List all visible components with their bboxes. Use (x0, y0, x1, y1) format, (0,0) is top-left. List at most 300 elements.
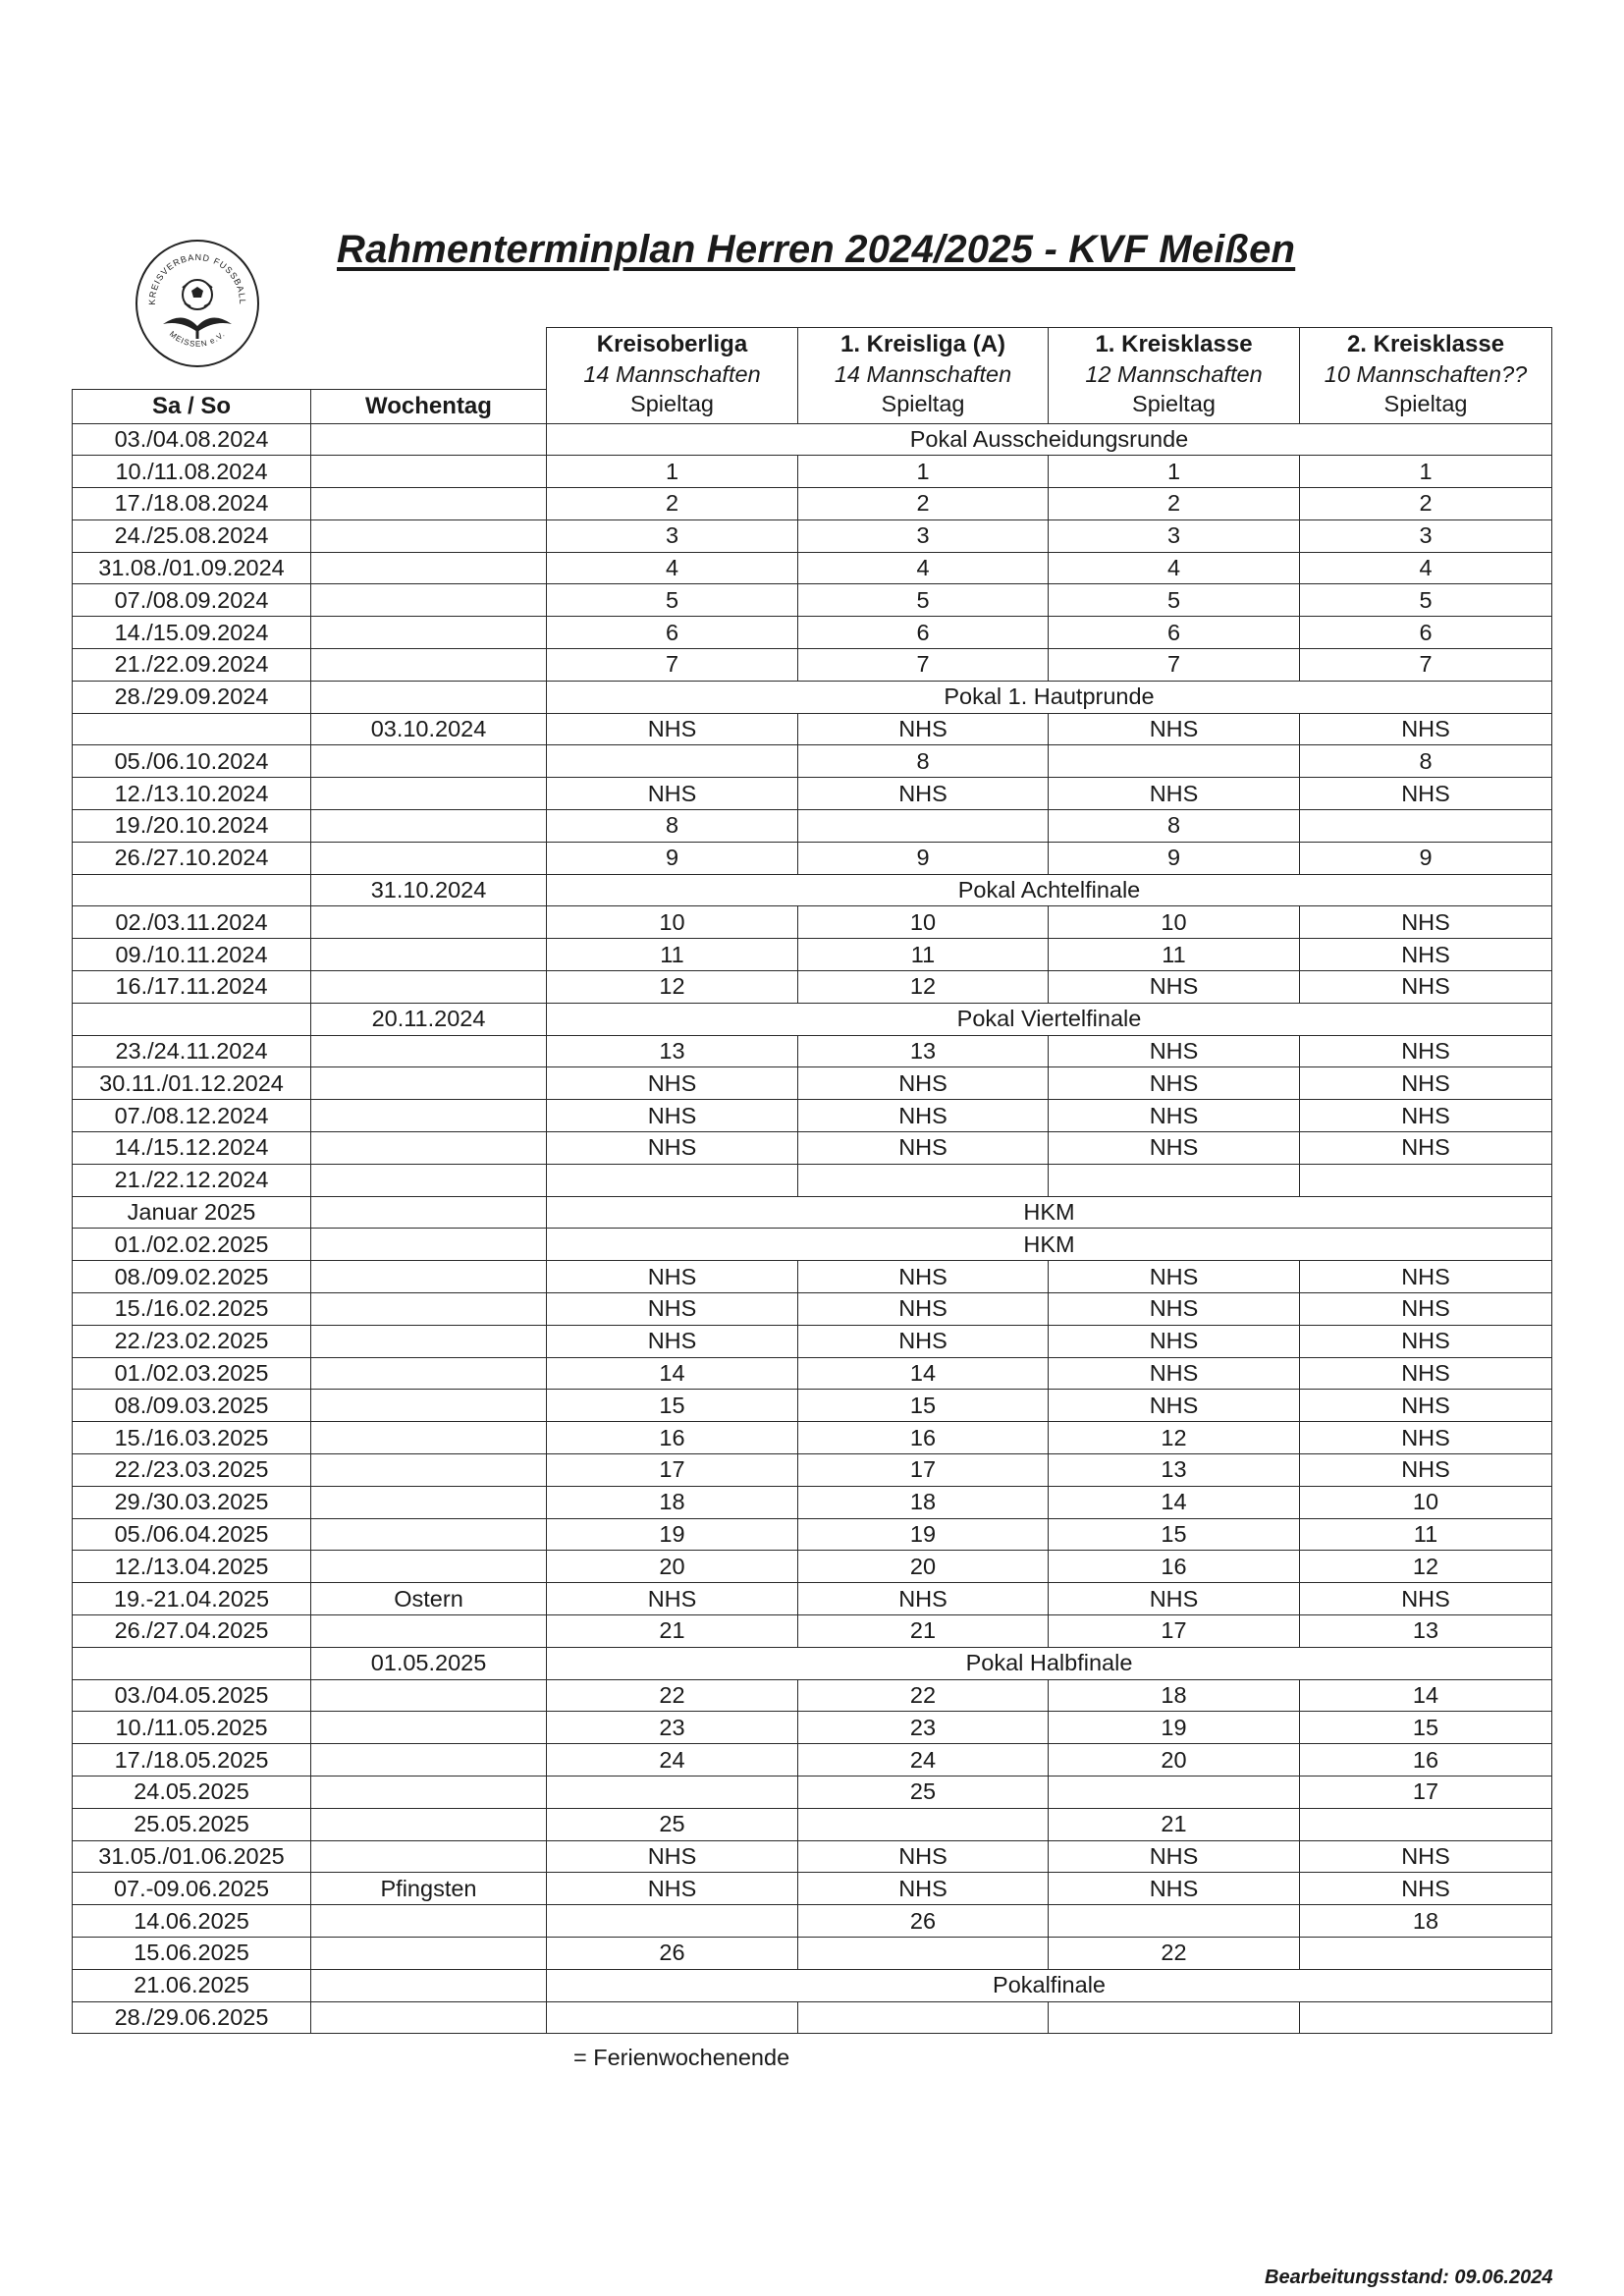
league-header-row (73, 328, 1552, 390)
row-league-3-cell: 3 (1049, 519, 1300, 552)
row-weekday (311, 1776, 547, 1808)
row-weekday (311, 745, 547, 778)
row-span-event: Pokal Halbfinale (547, 1647, 1552, 1679)
schedule-row (73, 1003, 1552, 1035)
row-date: 15./16.02.2025 (73, 1293, 311, 1326)
row-date: 05./06.04.2025 (73, 1518, 311, 1551)
schedule-row (73, 1196, 1552, 1229)
schedule-row (73, 1035, 1552, 1067)
row-league-2-cell: NHS (798, 1873, 1049, 1905)
row-league-2-cell: NHS (798, 1132, 1049, 1165)
row-league-4-cell: 10 (1300, 1486, 1552, 1518)
row-league-3-cell: 4 (1049, 552, 1300, 584)
row-league-4-cell: NHS (1300, 971, 1552, 1004)
row-league-3-cell: NHS (1049, 1293, 1300, 1326)
row-league-3-cell: 18 (1049, 1679, 1300, 1712)
row-weekday (311, 681, 547, 713)
row-date: 24.05.2025 (73, 1776, 311, 1808)
row-league-1-cell: NHS (547, 713, 798, 745)
row-league-3-cell (1049, 2001, 1300, 2034)
row-date: 07./08.09.2024 (73, 584, 311, 617)
row-league-4-cell: 15 (1300, 1712, 1552, 1744)
row-league-2-cell: 8 (798, 745, 1049, 778)
row-weekday (311, 1196, 547, 1229)
schedule-row (73, 1164, 1552, 1196)
row-league-2-cell: 5 (798, 584, 1049, 617)
row-weekday (311, 1261, 547, 1293)
row-league-1-cell: 18 (547, 1486, 798, 1518)
row-weekday (311, 1712, 547, 1744)
schedule-row (73, 1647, 1552, 1679)
row-league-3-cell: 13 (1049, 1454, 1300, 1487)
header-date: Sa / So (73, 389, 311, 423)
row-league-4-cell: NHS (1300, 1357, 1552, 1390)
row-league-4-cell: 6 (1300, 617, 1552, 649)
row-league-3-cell: 14 (1049, 1486, 1300, 1518)
row-league-1-cell: NHS (547, 1261, 798, 1293)
row-league-1-cell: 14 (547, 1357, 798, 1390)
row-weekday (311, 906, 547, 939)
row-league-2-cell: NHS (798, 1067, 1049, 1100)
row-league-1-cell: NHS (547, 1293, 798, 1326)
row-league-2-cell: 16 (798, 1422, 1049, 1454)
row-weekday (311, 1325, 547, 1357)
row-league-2-cell: 12 (798, 971, 1049, 1004)
row-league-2-cell: 10 (798, 906, 1049, 939)
row-date: 01./02.03.2025 (73, 1357, 311, 1390)
row-date: 15.06.2025 (73, 1937, 311, 1969)
row-league-4-cell: 18 (1300, 1905, 1552, 1938)
row-date: 14./15.12.2024 (73, 1132, 311, 1165)
schedule-row (73, 1229, 1552, 1261)
schedule-row (73, 423, 1552, 456)
row-date: 03./04.08.2024 (73, 423, 311, 456)
row-league-4-cell: 16 (1300, 1744, 1552, 1777)
schedule-row (73, 1937, 1552, 1969)
row-date: 08./09.02.2025 (73, 1261, 311, 1293)
schedule-row (73, 1551, 1552, 1583)
league-teams: 10 Mannschaften?? (1324, 361, 1528, 387)
row-weekday (311, 1744, 547, 1777)
schedule-row (73, 745, 1552, 778)
row-league-3-cell (1049, 1905, 1300, 1938)
row-league-4-cell: NHS (1300, 1132, 1552, 1165)
row-league-3-cell: 1 (1049, 456, 1300, 488)
row-date: 26./27.04.2025 (73, 1614, 311, 1647)
schedule-row (73, 874, 1552, 906)
row-weekday: 03.10.2024 (311, 713, 547, 745)
row-league-4-cell (1300, 1937, 1552, 1969)
row-league-3-cell: 8 (1049, 810, 1300, 843)
row-league-3-cell: 17 (1049, 1614, 1300, 1647)
schedule-row (73, 1132, 1552, 1165)
schedule-row (73, 778, 1552, 810)
league-name: 2. Kreisklasse (1346, 331, 1505, 357)
row-league-1-cell: 8 (547, 810, 798, 843)
row-league-1-cell: NHS (547, 1100, 798, 1132)
row-span-event: Pokal 1. Hautprunde (547, 681, 1552, 713)
row-league-1-cell: 7 (547, 649, 798, 682)
schedule-row (73, 1293, 1552, 1326)
row-date: 21./22.12.2024 (73, 1164, 311, 1196)
row-date: 29./30.03.2025 (73, 1486, 311, 1518)
row-date: 08./09.03.2025 (73, 1390, 311, 1422)
row-league-1-cell (547, 2001, 798, 2034)
row-league-2-cell: 26 (798, 1905, 1049, 1938)
row-league-1-cell: 10 (547, 906, 798, 939)
row-league-2-cell: 9 (798, 842, 1049, 874)
row-weekday (311, 1357, 547, 1390)
schedule-row (73, 1357, 1552, 1390)
row-league-4-cell: 12 (1300, 1551, 1552, 1583)
row-league-1-cell: 6 (547, 617, 798, 649)
row-weekday: 20.11.2024 (311, 1003, 547, 1035)
header-league-3 (1049, 328, 1300, 424)
schedule-row (73, 488, 1552, 520)
row-weekday (311, 1422, 547, 1454)
row-league-4-cell (1300, 1164, 1552, 1196)
row-date: 21.06.2025 (73, 1969, 311, 2001)
row-league-2-cell: NHS (798, 1583, 1049, 1615)
logo-ring-top-text: KREISVERBAND FUSSBALL (146, 251, 248, 305)
row-league-2-cell: 15 (798, 1390, 1049, 1422)
row-weekday (311, 1390, 547, 1422)
schedule-row (73, 1808, 1552, 1840)
row-league-2-cell (798, 1808, 1049, 1840)
row-league-2-cell: 14 (798, 1357, 1049, 1390)
row-league-2-cell: 11 (798, 939, 1049, 971)
row-date: 02./03.11.2024 (73, 906, 311, 939)
row-weekday (311, 456, 547, 488)
league-name: 1. Kreisklasse (1095, 331, 1253, 357)
row-league-2-cell: 17 (798, 1454, 1049, 1487)
row-league-3-cell: NHS (1049, 1583, 1300, 1615)
page-title: Rahmenterminplan Herren 2024/2025 - KVF Meißen (337, 228, 1296, 271)
row-league-1-cell: NHS (547, 1067, 798, 1100)
row-league-1-cell: 19 (547, 1518, 798, 1551)
row-league-2-cell: 4 (798, 552, 1049, 584)
row-league-1-cell: 2 (547, 488, 798, 520)
row-league-1-cell: 25 (547, 1808, 798, 1840)
row-date: 31.08./01.09.2024 (73, 552, 311, 584)
row-league-4-cell: NHS (1300, 1422, 1552, 1454)
schedule-row (73, 1969, 1552, 2001)
row-weekday (311, 488, 547, 520)
row-weekday (311, 1614, 547, 1647)
row-league-3-cell: 10 (1049, 906, 1300, 939)
row-date: 03./04.05.2025 (73, 1679, 311, 1712)
row-date: 16./17.11.2024 (73, 971, 311, 1004)
row-league-2-cell: 22 (798, 1679, 1049, 1712)
row-league-2-cell (798, 1164, 1049, 1196)
row-league-1-cell: 5 (547, 584, 798, 617)
row-date: 28./29.06.2025 (73, 2001, 311, 2034)
row-date: 21./22.09.2024 (73, 649, 311, 682)
row-date: 17./18.05.2025 (73, 1744, 311, 1777)
schedule-row (73, 1744, 1552, 1777)
row-league-2-cell: 1 (798, 456, 1049, 488)
row-league-4-cell: NHS (1300, 1873, 1552, 1905)
row-league-4-cell: 13 (1300, 1614, 1552, 1647)
league-name: Kreisoberliga (596, 331, 748, 357)
row-league-3-cell: 7 (1049, 649, 1300, 682)
row-league-1-cell: 11 (547, 939, 798, 971)
schedule-row (73, 1873, 1552, 1905)
row-date: 10./11.05.2025 (73, 1712, 311, 1744)
row-league-1-cell: 15 (547, 1390, 798, 1422)
row-weekday (311, 552, 547, 584)
row-date: Januar 2025 (73, 1196, 311, 1229)
schedule-row (73, 519, 1552, 552)
schedule-row (73, 1325, 1552, 1357)
row-date: 22./23.02.2025 (73, 1325, 311, 1357)
row-league-4-cell (1300, 1808, 1552, 1840)
row-league-3-cell: NHS (1049, 1840, 1300, 1873)
row-league-4-cell: NHS (1300, 1325, 1552, 1357)
row-league-4-cell: 2 (1300, 488, 1552, 520)
row-league-4-cell: NHS (1300, 1840, 1552, 1873)
row-league-4-cell: NHS (1300, 1390, 1552, 1422)
row-league-1-cell: NHS (547, 1132, 798, 1165)
row-weekday (311, 649, 547, 682)
row-league-1-cell: 20 (547, 1551, 798, 1583)
row-league-1-cell: 21 (547, 1614, 798, 1647)
row-league-4-cell: NHS (1300, 1067, 1552, 1100)
row-league-2-cell: NHS (798, 1293, 1049, 1326)
row-league-2-cell: NHS (798, 1840, 1049, 1873)
schedule-table (72, 327, 1552, 2034)
row-league-3-cell: 9 (1049, 842, 1300, 874)
row-date: 12./13.10.2024 (73, 778, 311, 810)
row-date: 07.-09.06.2025 (73, 1873, 311, 1905)
row-league-4-cell: NHS (1300, 1035, 1552, 1067)
schedule-row (73, 1776, 1552, 1808)
row-date (73, 1003, 311, 1035)
row-league-4-cell: 7 (1300, 649, 1552, 682)
row-weekday: Pfingsten (311, 1873, 547, 1905)
row-league-3-cell (1049, 1164, 1300, 1196)
row-weekday (311, 1808, 547, 1840)
row-league-4-cell: 17 (1300, 1776, 1552, 1808)
row-league-3-cell: NHS (1049, 1261, 1300, 1293)
league-teams: 14 Mannschaften (834, 361, 1012, 387)
league-spieltag: Spieltag (630, 391, 714, 416)
row-weekday: Ostern (311, 1583, 547, 1615)
row-weekday (311, 2001, 547, 2034)
row-league-4-cell: 1 (1300, 456, 1552, 488)
schedule-row (73, 552, 1552, 584)
row-league-1-cell: 17 (547, 1454, 798, 1487)
row-weekday: 31.10.2024 (311, 874, 547, 906)
row-date: 22./23.03.2025 (73, 1454, 311, 1487)
row-league-4-cell: 3 (1300, 519, 1552, 552)
row-league-3-cell: 16 (1049, 1551, 1300, 1583)
row-weekday (311, 1132, 547, 1165)
row-league-2-cell (798, 2001, 1049, 2034)
row-league-1-cell: 12 (547, 971, 798, 1004)
row-league-4-cell: NHS (1300, 1261, 1552, 1293)
row-weekday (311, 842, 547, 874)
row-date: 14./15.09.2024 (73, 617, 311, 649)
row-weekday (311, 1969, 547, 2001)
row-weekday (311, 1937, 547, 1969)
row-league-4-cell: NHS (1300, 906, 1552, 939)
row-weekday (311, 778, 547, 810)
row-date: 25.05.2025 (73, 1808, 311, 1840)
row-league-3-cell: 6 (1049, 617, 1300, 649)
row-date: 19.-21.04.2025 (73, 1583, 311, 1615)
row-date (73, 713, 311, 745)
row-span-event: Pokal Viertelfinale (547, 1003, 1552, 1035)
row-weekday (311, 1293, 547, 1326)
row-league-1-cell: NHS (547, 778, 798, 810)
schedule-row (73, 1422, 1552, 1454)
row-span-event: Pokalfinale (547, 1969, 1552, 2001)
row-league-2-cell: 19 (798, 1518, 1049, 1551)
row-date: 19./20.10.2024 (73, 810, 311, 843)
row-span-event: Pokal Ausscheidungsrunde (547, 423, 1552, 456)
row-date: 10./11.08.2024 (73, 456, 311, 488)
row-league-4-cell: 5 (1300, 584, 1552, 617)
row-league-3-cell: NHS (1049, 713, 1300, 745)
row-date: 15./16.03.2025 (73, 1422, 311, 1454)
row-league-3-cell: NHS (1049, 971, 1300, 1004)
row-league-3-cell (1049, 745, 1300, 778)
row-league-1-cell (547, 1164, 798, 1196)
row-league-3-cell: NHS (1049, 1390, 1300, 1422)
row-league-3-cell: NHS (1049, 1132, 1300, 1165)
row-league-1-cell: NHS (547, 1840, 798, 1873)
row-league-3-cell: NHS (1049, 1325, 1300, 1357)
row-league-2-cell: 2 (798, 488, 1049, 520)
row-date: 01./02.02.2025 (73, 1229, 311, 1261)
row-weekday (311, 1100, 547, 1132)
row-league-3-cell: 2 (1049, 488, 1300, 520)
row-weekday (311, 1035, 547, 1067)
league-teams: 12 Mannschaften (1085, 361, 1263, 387)
row-league-3-cell: 19 (1049, 1712, 1300, 1744)
row-league-4-cell (1300, 810, 1552, 843)
row-league-1-cell: 16 (547, 1422, 798, 1454)
schedule-row (73, 971, 1552, 1004)
row-league-1-cell: NHS (547, 1583, 798, 1615)
row-league-3-cell: 15 (1049, 1518, 1300, 1551)
row-date: 09./10.11.2024 (73, 939, 311, 971)
row-date: 30.11./01.12.2024 (73, 1067, 311, 1100)
row-league-1-cell: 4 (547, 552, 798, 584)
row-league-3-cell: 11 (1049, 939, 1300, 971)
row-weekday (311, 1454, 547, 1487)
row-league-1-cell: NHS (547, 1873, 798, 1905)
row-weekday (311, 1840, 547, 1873)
schedule-row (73, 649, 1552, 682)
row-league-4-cell: NHS (1300, 778, 1552, 810)
schedule-row (73, 456, 1552, 488)
row-weekday (311, 1164, 547, 1196)
row-league-2-cell: NHS (798, 1100, 1049, 1132)
row-league-3-cell: 12 (1049, 1422, 1300, 1454)
row-weekday (311, 1518, 547, 1551)
schedule-row (73, 1518, 1552, 1551)
row-weekday: 01.05.2025 (311, 1647, 547, 1679)
row-league-1-cell (547, 1776, 798, 1808)
schedule-row (73, 1390, 1552, 1422)
row-league-2-cell: 24 (798, 1744, 1049, 1777)
row-weekday (311, 1067, 547, 1100)
header-league-1 (547, 328, 798, 424)
schedule-row (73, 713, 1552, 745)
row-league-3-cell: 21 (1049, 1808, 1300, 1840)
row-league-2-cell: 25 (798, 1776, 1049, 1808)
row-league-3-cell: NHS (1049, 1873, 1300, 1905)
row-date: 24./25.08.2024 (73, 519, 311, 552)
row-weekday (311, 584, 547, 617)
row-league-3-cell: NHS (1049, 1100, 1300, 1132)
schedule-row (73, 681, 1552, 713)
row-league-4-cell: 4 (1300, 552, 1552, 584)
row-league-3-cell: 22 (1049, 1937, 1300, 1969)
league-teams: 14 Mannschaften (583, 361, 761, 387)
schedule-row (73, 2001, 1552, 2034)
schedule-row (73, 810, 1552, 843)
row-league-2-cell: 3 (798, 519, 1049, 552)
row-league-2-cell: NHS (798, 1325, 1049, 1357)
header-weekday: Wochentag (311, 389, 547, 423)
row-league-3-cell: NHS (1049, 1067, 1300, 1100)
row-weekday (311, 519, 547, 552)
row-date: 07./08.12.2024 (73, 1100, 311, 1132)
row-weekday (311, 617, 547, 649)
schedule-row (73, 906, 1552, 939)
header-league-4 (1300, 328, 1552, 424)
row-span-event: Pokal Achtelfinale (547, 874, 1552, 906)
row-league-4-cell: 14 (1300, 1679, 1552, 1712)
row-league-1-cell: 23 (547, 1712, 798, 1744)
schedule-row (73, 939, 1552, 971)
schedule-row (73, 842, 1552, 874)
row-league-4-cell: NHS (1300, 1100, 1552, 1132)
row-league-3-cell: NHS (1049, 1035, 1300, 1067)
league-spieltag: Spieltag (1383, 391, 1468, 416)
row-league-4-cell: NHS (1300, 939, 1552, 971)
row-date: 28./29.09.2024 (73, 681, 311, 713)
row-league-1-cell: 24 (547, 1744, 798, 1777)
schedule-row (73, 1486, 1552, 1518)
row-league-2-cell (798, 810, 1049, 843)
row-league-1-cell: 3 (547, 519, 798, 552)
row-league-2-cell: 23 (798, 1712, 1049, 1744)
schedule-row (73, 1712, 1552, 1744)
row-league-2-cell (798, 1937, 1049, 1969)
schedule-row (73, 1261, 1552, 1293)
row-weekday (311, 1679, 547, 1712)
row-league-1-cell: 1 (547, 456, 798, 488)
row-league-1-cell: NHS (547, 1325, 798, 1357)
row-league-4-cell: NHS (1300, 713, 1552, 745)
row-date (73, 874, 311, 906)
row-date (73, 1647, 311, 1679)
row-date: 23./24.11.2024 (73, 1035, 311, 1067)
schedule-row (73, 1583, 1552, 1615)
row-span-event: HKM (547, 1196, 1552, 1229)
row-league-4-cell: 11 (1300, 1518, 1552, 1551)
row-league-2-cell: 6 (798, 617, 1049, 649)
row-date: 14.06.2025 (73, 1905, 311, 1938)
row-league-2-cell: 21 (798, 1614, 1049, 1647)
row-weekday (311, 1486, 547, 1518)
row-league-1-cell (547, 1905, 798, 1938)
row-league-4-cell: NHS (1300, 1293, 1552, 1326)
